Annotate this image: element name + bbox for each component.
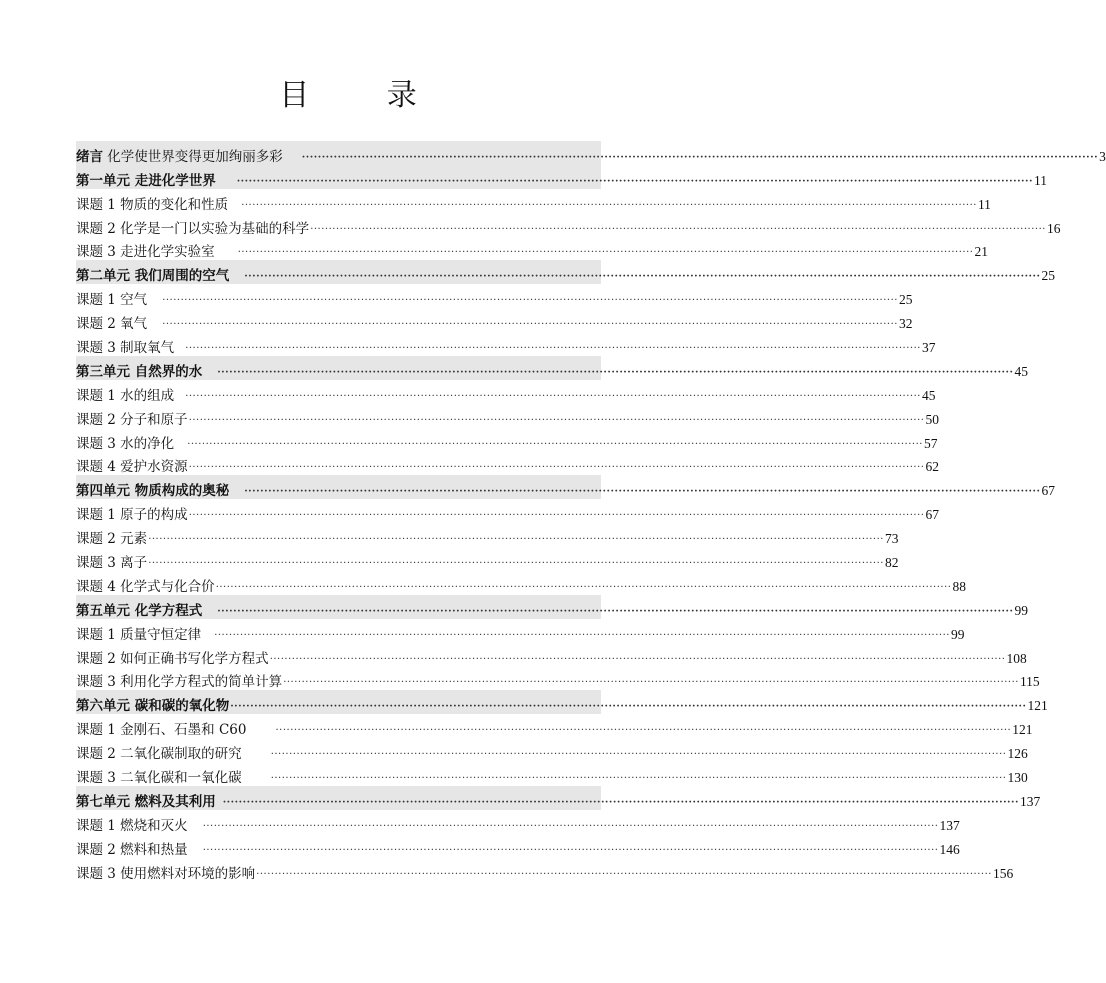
toc-entry-label [76, 790, 216, 810]
toc-entry-label [76, 336, 174, 356]
toc-unit-row[interactable] [76, 141, 1106, 165]
toc-topic-row[interactable] [76, 452, 939, 476]
toc-page-number: 137 [1020, 793, 1041, 809]
toc-topic-row[interactable] [76, 428, 938, 452]
toc-entry-label [76, 862, 255, 882]
toc-topic-row[interactable] [76, 834, 960, 858]
toc-page-number: 16 [1046, 220, 1061, 236]
toc-leader-dots: ········································································································································································································ [230, 701, 1027, 713]
toc-page-number: 82 [884, 555, 899, 571]
toc-entry-prefix: 第六单元 [76, 698, 130, 715]
toc-leader-dots: ········································································································································································································ [275, 725, 1012, 737]
toc-page-number: 11 [1034, 172, 1047, 188]
toc-unit-row[interactable] [76, 165, 1047, 189]
toc-page-number: 121 [1012, 722, 1033, 738]
toc-entry-title: 自然界的水 [130, 363, 203, 380]
toc-entry-prefix: 课题 4 [76, 459, 116, 476]
toc-leader-dots: ········································································································································································································ [244, 486, 1041, 498]
toc-entry-title: 制取氧气 [115, 340, 175, 357]
toc-unit-row[interactable] [76, 475, 1055, 500]
toc-topic-row[interactable] [76, 213, 1061, 237]
toc-page-number: 45 [1014, 363, 1028, 379]
toc-entry-label [76, 647, 269, 667]
toc-page-number: 88 [952, 578, 966, 594]
toc-leader-dots: ········································································································································································································ [185, 343, 921, 355]
toc-page-number: 156 [992, 865, 1014, 881]
toc-page-number: 99 [1014, 602, 1028, 618]
toc-leader-dots: ········································································································································································································ [148, 534, 884, 546]
toc-entry-label [76, 838, 188, 858]
toc-page-number: 115 [1019, 674, 1040, 690]
toc-page-number: 57 [923, 435, 938, 451]
toc-leader-dots: ········································································································································································································ [187, 438, 923, 450]
toc-leader-dots: ········································································································································································································ [215, 581, 952, 593]
toc-entry-prefix: 课题 1 [76, 507, 116, 524]
toc-entry-label [76, 217, 309, 237]
toc-leader-dots: ········································································································································································································ [301, 151, 1099, 163]
toc-leader-dots: ········································································································································································································ [188, 414, 925, 426]
toc-entry-title: 我们周围的空气 [130, 268, 230, 285]
toc-entry-prefix: 课题 2 [76, 316, 116, 333]
toc-leader-dots: ········································································································································································································ [241, 199, 977, 211]
toc-unit-row[interactable] [76, 260, 1055, 285]
table-of-contents [76, 141, 1106, 882]
toc-entry-prefix: 第七单元 [76, 793, 130, 810]
toc-topic-row[interactable] [76, 523, 899, 548]
toc-entry-label [76, 527, 147, 547]
toc-leader-dots: ········································································································································································································ [162, 319, 898, 331]
toc-entry-prefix: 课题 2 [76, 746, 116, 763]
toc-leader-dots: ········································································································································································································ [202, 844, 939, 856]
toc-entry-title: 碳和碳的氧化物 [130, 698, 230, 715]
toc-entry-prefix: 课题 3 [76, 865, 116, 882]
toc-entry-label [76, 503, 188, 523]
toc-leader-dots: ········································································································································································································ [270, 773, 1007, 785]
toc-entry-prefix: 第二单元 [76, 268, 130, 285]
toc-entry-prefix: 课题 3 [76, 340, 116, 357]
toc-leader-dots: ········································································································································································································ [202, 820, 939, 832]
toc-entry-title: 走进化学实验室 [115, 244, 215, 261]
toc-entry-label [76, 599, 202, 619]
toc-topic-row[interactable] [76, 571, 966, 595]
toc-page-number: 25 [898, 292, 913, 308]
toc-leader-dots: ········································································································································································································ [310, 223, 1046, 235]
toc-entry-prefix: 第五单元 [76, 602, 130, 619]
toc-page-number: 137 [939, 817, 960, 833]
toc-entry-label [76, 145, 283, 165]
toc-entry-label [76, 455, 188, 475]
toc-entry-prefix: 课题 2 [76, 841, 116, 858]
toc-entry-label [76, 312, 147, 332]
toc-leader-dots: ········································································································································································································ [222, 796, 1019, 808]
toc-leader-dots: ········································································································································································································ [188, 510, 925, 522]
toc-entry-prefix: 第四单元 [76, 483, 130, 500]
toc-entry-title: 物质构成的奥秘 [130, 483, 230, 500]
toc-topic-row[interactable] [76, 308, 913, 333]
toc-entry-prefix: 课题 3 [76, 770, 116, 787]
toc-entry-prefix: 课题 1 [76, 722, 116, 739]
toc-topic-row[interactable] [76, 404, 939, 428]
toc-entry-title: 化学方程式 [130, 602, 203, 619]
toc-page-number: 3 [1099, 148, 1106, 164]
toc-unit-row[interactable] [76, 786, 1041, 810]
toc-leader-dots: ········································································································································································································ [188, 462, 925, 474]
toc-entry-title: 爱护水资源 [115, 459, 188, 476]
toc-topic-row[interactable] [76, 619, 965, 643]
toc-topic-row[interactable] [76, 284, 913, 309]
toc-entry-prefix: 课题 1 [76, 387, 116, 404]
toc-entry-prefix: 课题 2 [76, 531, 116, 548]
toc-entry-title: 使用燃料对环境的影响 [115, 865, 256, 882]
toc-entry-title: 物质的变化和性质 [115, 196, 229, 213]
toc-topic-row[interactable] [76, 667, 1040, 691]
toc-entry-title: 走进化学世界 [130, 172, 216, 189]
toc-entry-label [76, 264, 229, 284]
toc-entry-prefix: 绪言 [76, 148, 103, 165]
toc-page-number: 67 [1041, 483, 1055, 499]
toc-entry-label [76, 240, 215, 260]
toc-topic-row[interactable] [76, 332, 936, 357]
toc-entry-prefix: 课题 1 [76, 292, 116, 309]
toc-entry-prefix: 课题 2 [76, 220, 116, 237]
toc-leader-dots: ········································································································································································································ [256, 868, 992, 880]
toc-page-number: 11 [977, 196, 991, 212]
toc-entry-prefix: 第三单元 [76, 363, 130, 380]
toc-page-number: 37 [921, 340, 936, 356]
toc-entry-prefix: 课题 2 [76, 411, 116, 428]
toc-entry-label [76, 575, 215, 595]
toc-entry-title: 原子的构成 [115, 507, 188, 524]
toc-topic-row[interactable] [76, 547, 899, 572]
toc-leader-dots: ········································································································································································································ [270, 749, 1007, 761]
toc-leader-dots: ········································································································································································································ [214, 629, 950, 641]
toc-page-number: 130 [1007, 770, 1028, 786]
toc-leader-dots: ········································································································································································································ [217, 605, 1014, 617]
toc-entry-label [76, 360, 202, 380]
toc-entry-label [76, 766, 242, 786]
toc-entry-prefix: 第一单元 [76, 172, 130, 189]
toc-entry-prefix: 课题 3 [76, 555, 116, 572]
toc-page-number: 126 [1007, 746, 1028, 762]
toc-unit-row[interactable] [76, 690, 1048, 715]
toc-leader-dots: ········································································································································································································ [244, 271, 1041, 283]
toc-entry-label [76, 432, 174, 452]
toc-entry-label [76, 814, 188, 834]
toc-page-number: 62 [925, 459, 939, 475]
toc-entry-title: 离子 [115, 555, 148, 572]
toc-entry-label [76, 623, 201, 643]
toc-entry-title: 水的净化 [115, 435, 175, 452]
toc-page-number: 121 [1027, 698, 1048, 714]
toc-topic-row[interactable] [76, 738, 1028, 763]
toc-entry-label [76, 718, 246, 738]
toc-entry-prefix: 课题 3 [76, 435, 116, 452]
toc-leader-dots: ········································································································································································································ [269, 653, 1006, 665]
toc-leader-dots: ········································································································································································································ [148, 558, 884, 570]
toc-topic-row[interactable] [76, 858, 1014, 882]
toc-topic-row[interactable] [76, 189, 991, 213]
toc-topic-row[interactable] [76, 380, 936, 404]
toc-entry-title: 分子和原子 [115, 411, 188, 428]
toc-entry-prefix: 课题 1 [76, 196, 116, 213]
toc-entry-title: 化学是一门以实验为基础的科学 [115, 220, 310, 237]
toc-entry-title: 燃料和热量 [115, 841, 188, 858]
toc-entry-prefix: 课题 3 [76, 674, 116, 691]
toc-page-number: 32 [898, 316, 913, 332]
toc-page-number: 50 [925, 411, 939, 427]
toc-entry-label [76, 408, 188, 428]
toc-entry-label [76, 670, 282, 690]
toc-entry-label [76, 551, 147, 571]
toc-entry-title: 燃料及其利用 [130, 793, 216, 810]
toc-topic-row[interactable] [76, 643, 1027, 667]
toc-leader-dots: ········································································································································································································ [217, 366, 1014, 378]
toc-entry-label [76, 694, 229, 714]
toc-page-number: 99 [950, 626, 965, 642]
toc-page-number: 45 [921, 387, 936, 403]
toc-entry-label [76, 288, 147, 308]
toc-entry-prefix: 课题 1 [76, 626, 116, 643]
toc-topic-row[interactable] [76, 237, 988, 261]
toc-entry-title: 燃烧和灭火 [115, 817, 188, 834]
toc-leader-dots: ········································································································································································································ [283, 677, 1019, 689]
toc-page-number: 146 [939, 841, 960, 857]
toc-entry-title: 金刚石、石墨和 C60 [115, 722, 247, 739]
toc-page-number: 25 [1041, 268, 1055, 284]
toc-entry-title: 氧气 [115, 316, 148, 333]
toc-entry-title: 二氧化碳制取的研究 [115, 746, 242, 763]
toc-topic-row[interactable] [76, 499, 939, 524]
toc-topic-row[interactable] [76, 762, 1028, 787]
toc-entry-prefix: 课题 4 [76, 578, 116, 595]
toc-page-number: 108 [1006, 650, 1027, 666]
toc-unit-row[interactable] [76, 595, 1028, 619]
page-title: 目 录 [279, 78, 451, 113]
toc-entry-label [76, 169, 216, 189]
toc-page-number: 73 [884, 531, 899, 547]
toc-entry-label [76, 742, 242, 762]
toc-entry-title: 空气 [115, 292, 148, 309]
toc-entry-title: 利用化学方程式的简单计算 [115, 674, 283, 691]
toc-topic-row[interactable] [76, 810, 960, 834]
toc-entry-title: 元素 [115, 531, 148, 548]
toc-leader-dots: ········································································································································································································ [162, 295, 898, 307]
toc-entry-prefix: 课题 1 [76, 817, 116, 834]
toc-unit-row[interactable] [76, 356, 1028, 380]
toc-entry-title: 质量守恒定律 [115, 626, 202, 643]
toc-leader-dots: ········································································································································································································ [236, 175, 1033, 187]
toc-entry-title: 化学使世界变得更加绚丽多彩 [103, 148, 283, 165]
toc-entry-title: 如何正确书写化学方程式 [115, 650, 269, 667]
toc-page-number: 67 [925, 507, 939, 523]
toc-entry-label [76, 479, 229, 499]
toc-entry-title: 二氧化碳和一氧化碳 [115, 770, 242, 787]
toc-entry-label [76, 193, 228, 213]
toc-page-number: 21 [974, 244, 988, 260]
toc-entry-label [76, 384, 174, 404]
toc-leader-dots: ········································································································································································································ [237, 247, 974, 259]
toc-topic-row[interactable] [76, 714, 1033, 739]
toc-entry-prefix: 课题 3 [76, 244, 116, 261]
toc-entry-title: 化学式与化合价 [115, 578, 215, 595]
toc-leader-dots: ········································································································································································································ [185, 390, 921, 402]
toc-entry-prefix: 课题 2 [76, 650, 116, 667]
toc-entry-title: 水的组成 [115, 387, 175, 404]
